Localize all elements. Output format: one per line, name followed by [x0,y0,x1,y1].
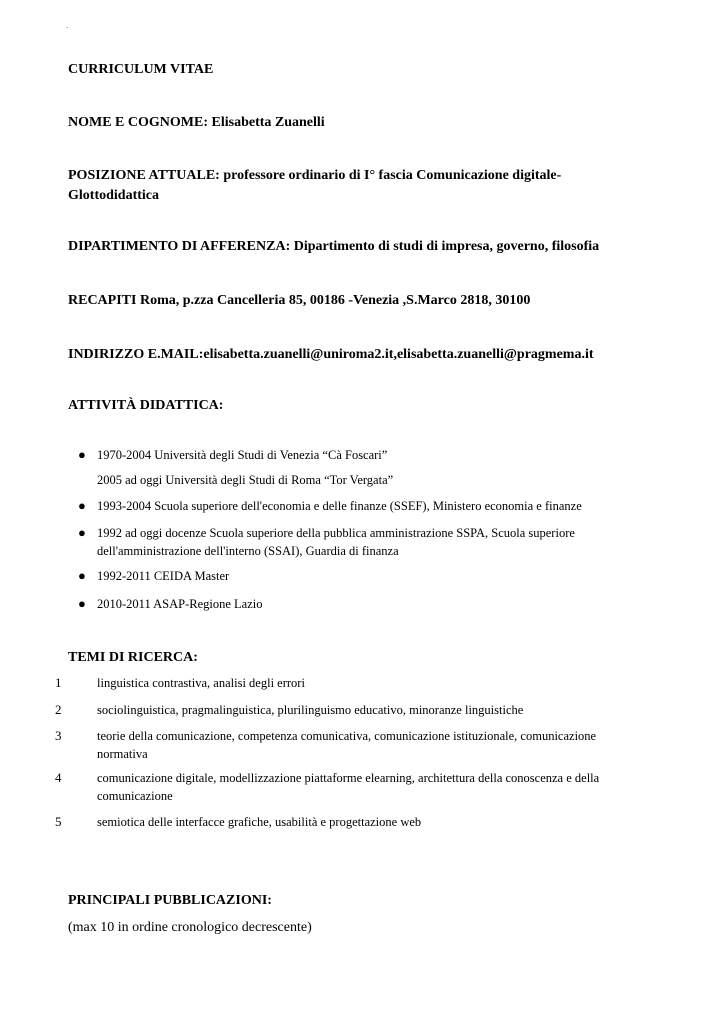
teaching-item-text: 2005 ad oggi Università degli Studi di Roma “Tor Vergata” [97,473,394,487]
department-label: DIPARTIMENTO DI AFFERENZA: [68,239,291,254]
research-item-text: semiotica delle interfacce grafiche, usabilità e progettazione web [97,815,422,829]
document-title: CURRICULUM VITAE [68,62,214,77]
email-label: INDIRIZZO E.MAIL: [68,347,204,362]
publications-heading: PRINCIPALI PUBBLICAZIONI: [68,893,272,908]
corner-mark: ` [66,26,69,34]
teaching-heading: ATTIVITÀ DIDATTICA: [68,398,224,413]
position-value-continued: Glottodidattica [68,188,159,203]
research-item-text: sociolinguistica, pragmalinguistica, plurilinguismo educativo, minoranze linguistiche [97,703,524,717]
teaching-item-text: dell'amministrazione dell'interno (SSAI), Guardia di finanza [97,544,399,558]
teaching-item-text: 1992 ad oggi docenze Scuola superiore della pubblica amministrazione SSPA, Scuola superiore [97,526,575,540]
bullet-icon: ● [78,525,86,540]
research-heading: TEMI DI RICERCA: [68,650,198,665]
research-item-number: 4 [55,770,62,785]
department-value: Dipartimento di studi di impresa, governo, filosofia [293,239,600,254]
contacts-line [68,291,530,311]
teaching-item-text: 1970-2004 Università degli Studi di Venezia “Cà Foscari” [97,448,388,462]
bullet-icon: ● [78,596,86,611]
research-item-text: comunicazione [97,789,173,803]
email-value: elisabetta.zuanelli@uniroma2.it,elisabetta.zuanelli@pragmema.it [203,347,594,362]
name-label: NOME E COGNOME: [68,115,208,130]
contacts-label: RECAPITI [68,293,137,308]
contacts-value: Roma, p.zza Cancelleria 85, 00186 -Venezia ,S.Marco 2818, 30100 [139,293,531,308]
teaching-item-text: 1993-2004 Scuola superiore dell'economia e delle finanze (SSEF), Ministero economia e finanze [97,499,582,513]
position-label: POSIZIONE ATTUALE: [68,168,220,183]
research-item-text: linguistica contrastiva, analisi degli errori [97,676,305,690]
research-item-number: 2 [55,702,62,717]
position-line [68,166,561,186]
name-value: Elisabetta Zuanelli [211,115,325,130]
research-item-text: comunicazione digitale, modellizzazione piattaforme elearning, architettura della conoscenza e della [97,771,600,785]
bullet-icon: ● [78,498,86,513]
teaching-item-text: 1992-2011 CEIDA Master [97,569,230,583]
research-item-text: teorie della comunicazione, competenza comunicativa, comunicazione istituzionale, comunicazione [97,729,597,743]
name-line [68,113,325,133]
position-value: professore ordinario di I° fascia Comunicazione digitale- [223,168,562,183]
research-item-number: 5 [55,814,62,829]
bullet-icon: ● [78,568,86,583]
research-item-number: 1 [55,675,62,690]
email-line [68,345,594,365]
teaching-item-text: 2010-2011 ASAP-Regione Lazio [97,597,263,611]
publications-note: (max 10 in ordine cronologico decrescente) [68,920,312,935]
bullet-icon: ● [78,447,86,462]
research-item-text: normativa [97,747,148,761]
research-item-number: 3 [55,728,62,743]
department-line [68,237,599,257]
